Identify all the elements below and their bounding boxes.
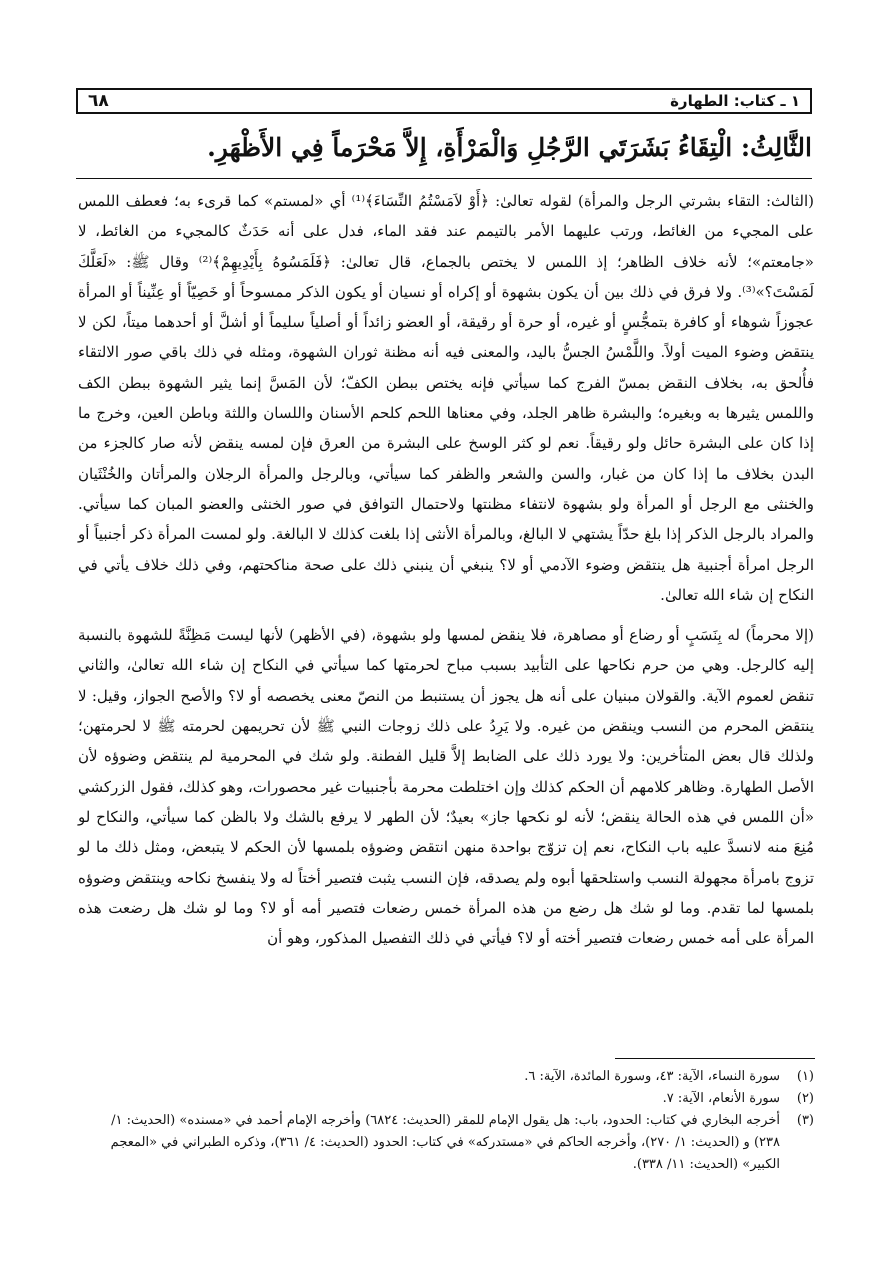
footnote-text: سورة الأنعام، الآية: ٧. xyxy=(662,1091,780,1106)
matn-text: الثَّالِثُ: الْتِقَاءُ بَشَرَتَي الرَّجُلِ وَالْمَرْأَةِ، إِلاَّ مَحْرَماً فِي الأَظْهَرِ. xyxy=(207,133,812,162)
footnote xyxy=(86,1066,814,1088)
page-number: ٦٨ xyxy=(88,91,109,111)
footnote xyxy=(86,1110,814,1176)
matn-divider xyxy=(76,178,812,179)
footnote-divider xyxy=(615,1058,815,1059)
chapter-title: ١ ـ كتاب: الطهارة xyxy=(670,92,800,110)
footnote-number: (١) xyxy=(796,1069,814,1084)
commentary-paragraph-2: (إلا محرماً) له بِنَسَبٍ أو رضاع أو مصاهرة، فلا ينقض لمسها ولو بشهوة، (في الأظهر) لأنها ليست مَظِنَّةً للشهوة بالنسبة إليه كالرجل. وهي من حرم نكاحها على التأبيد بسبب مباح لحرمتها كما سيأتي في النكاح إن شاء الله تعالىٰ، والثاني تنقض لعموم الآية. والقولان مبنيان على أنه هل يجوز أن يستنبط من النصّ معنى يخصصه أو لا؟ والأصح الجواز، وقيل: لا ينتقض المحرم من النسب وينقض من غيره. ولا يَرِدُ على ذلك زوجات النبي ﷺ لأن تحريمهن لحرمته ﷺ لا لحرمتهن؛ ولذلك قال بعض المتأخرين: ولا يورد ذلك على الضابط إلاَّ قليل الفطنة. ولو شك في المحرمية لم ينتقض وضوؤه لأن الأصل الطهارة. وظاهر كلامهم أن الحكم كذلك وإن اختلطت محرمة بأجنبيات غير محصورات، وهو كذلك، فقول الزركشي «أن اللمس في هذه الحالة ينقض؛ لأنه لو نكحها جاز» بعيدٌ؛ لأن الطهر لا يرفع بالشك ولا بالظن كما سيأتي، والنكاح لو مُنِعَ منه لانسدَّ عليه باب النكاح، نعم إن تزوّج بواحدة منهن انتقض وضوؤه بلمسها لأن الحكم لا يتبعض، ومثل ذلك ما لو تزوج بامرأة مجهولة النسب واستلحقها أبوه ولم يصدقه، فإن النسب يثبت فتصير أختاً له ولا ينفسخ نكاحه وينتقض وضوؤه بلمسها لما تقدم. وما لو شك هل رضع من هذه المرأة خمس رضعات فتصير أمه أو لا؟ وما لو شك هل رضعت هذه المرأة على أمه خمس رضعات فتصير أخته أو لا؟ فيأتي في ذلك التفصيل المذكور، وهو أن xyxy=(78,626,815,948)
commentary-paragraph-1: (الثالث: التقاء بشرتي الرجل والمرأة) لقوله تعالىٰ: ﴿أَوْ لاَمَسْتُمُ النِّسَاءَ﴾⁽¹⁾ أي «لمستم» كما قرىء به؛ فعطف اللمس على المجيء من الغائط، ورتب عليهما الأمر بالتيمم عند فقد الماء، فدل على أنه حَدَثٌ كالمجيء من الغائط، لا «جامعتم»؛ لأنه خلاف الظاهر؛ إذ اللمس لا يختص بالجماع، قال تعالىٰ: ﴿فَلَمَسُوهُ بِأَيْدِيهِمْ﴾⁽²⁾ وقال ﷺ: «لَعَلَّكَ لَمَسْتَ؟»⁽³⁾. ولا فرق في ذلك بين أن يكون بشهوة أو إكراه أو نسيان أو يكون الذكر ممسوحاً أو خَصِيّاً أو عِنِّيناً أو المرأة عجوزاً شوهاء أو كافرة بتمجُّسٍ أو غيره، أو حرة أو رقيقة، أو العضو زائداً أو أصلياً سليماً أو أشلَّ أو أحدهما ميتاً، لكن لا ينتقض وضوء الميت أولاً. واللَّمْسُ الجسُّ باليد، والمعنى فيه أنه مظنة ثوران الشهوة، ومثله في ذلك باقي صور الالتقاء فأُلحق به، بخلاف النقض بمسّ الفرج كما سيأتي فإنه يختص ببطن الكفّ؛ لأن المَسَّ إنما يثير الشهوة ببطن الكف واللمس يثيرها به وبغيره؛ والبشرة ظاهر الجلد، وفي معناها اللحم كلحم الأسنان واللسان واللثة وباطن العين، وخرج ما إذا كان على البشرة حائل ولو رقيقاً. نعم لو كثر الوسخ على البشرة من العرق فإن لمسه ينقض لأنه صار كالجزء من البدن بخلاف ما إذا كان من غبار، والسن والشعر والظفر كما سيأتي، وبالرجل والمرأة الرجلان والمرأتان والخُنْثَيان والخنثى مع الرجل أو المرأة ولو بشهوة لانتفاء مظنتها ولاحتمال التوافق في صور الخنثى والعضو المبان كما سيأتي. والمراد بالرجل الذكر إذا بلغ حدّاً يشتهي لا البالغ، وبالمرأة الأنثى إذا بلغت كذلك لا البالغة. ولو لمست المرأة ذكر أجنبياً أو الرجل امرأة أجنبية هل ينتقض وضوء الآدمي أو لا؟ ينبغي أن ينبني ذلك على صحة مناكحتهم، وفي ذلك خلاف يأتي في النكاح إن شاء الله تعالىٰ. xyxy=(78,192,814,604)
footnote-number: (٢) xyxy=(796,1091,814,1106)
footnote xyxy=(86,1088,814,1110)
footnote-text: أخرجه البخاري في كتاب: الحدود، باب: هل يقول الإمام للمقر (الحديث: ٦٨٢٤) وأخرجه الإمام أحمد في «مسنده» (الحديث: ١/ ٢٣٨) و (الحديث: ١/ ٢٧٠)، وأخرجه الحاكم في «مستدركه» في كتاب: الحدود (الحديث: ٤/ ٣٦١)، وذكره الطبراني في «المعجم الكبير» (الحديث: ١١/ ٣٣٨). xyxy=(110,1113,780,1172)
page-header xyxy=(76,88,812,114)
footnote-text: سورة النساء، الآية: ٤٣، وسورة المائدة، الآية: ٦. xyxy=(524,1069,780,1084)
footnote-number: (٣) xyxy=(796,1113,814,1128)
commentary xyxy=(78,186,814,953)
footnotes xyxy=(86,1066,814,1176)
